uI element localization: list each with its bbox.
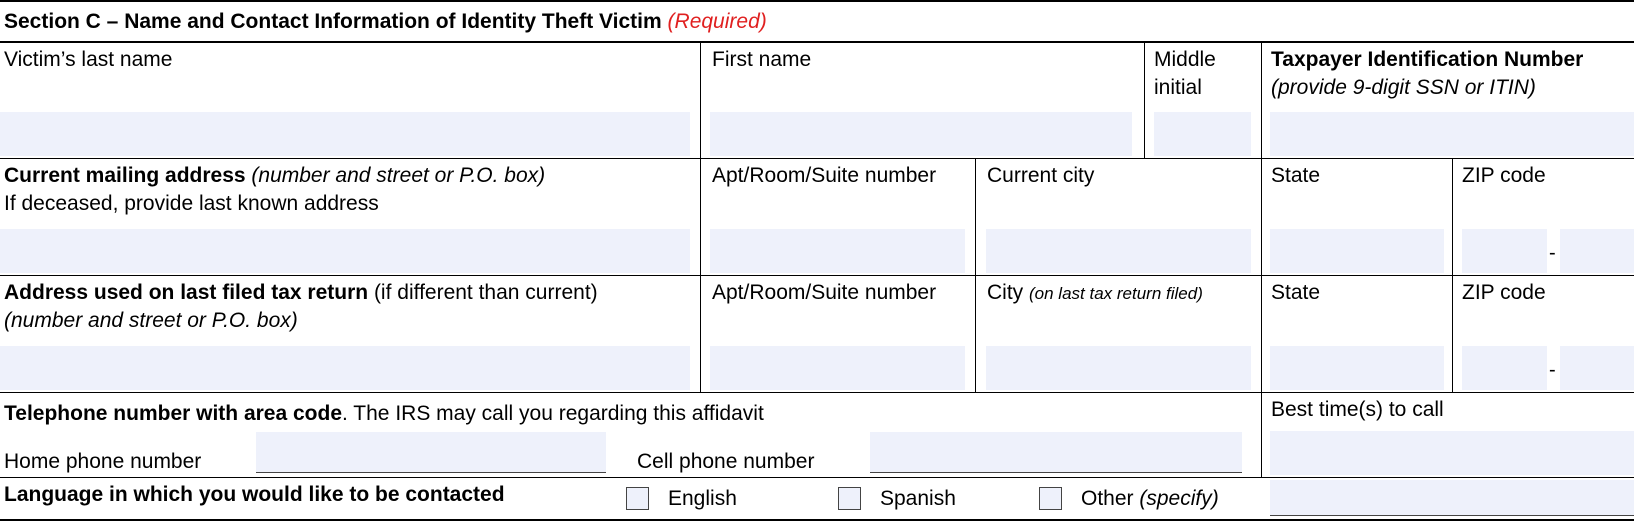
row3-rule — [0, 392, 1634, 393]
middle-initial-field[interactable] — [1154, 112, 1251, 156]
telephone-rest: . The IRS may call you regarding this affidavit — [342, 402, 764, 425]
label-middle-2: initial — [1154, 76, 1202, 99]
label-apt-current: Apt/Room/Suite number — [712, 164, 937, 187]
current-state-field[interactable] — [1270, 229, 1444, 273]
divider-v5 — [1452, 158, 1453, 392]
label-zip-last-filed: ZIP code — [1462, 281, 1546, 304]
city-last-filed-note: (on last tax return filed) — [1029, 284, 1203, 303]
other-specify-note: (specify) — [1139, 487, 1219, 510]
label-tin-note: (provide 9-digit SSN or ITIN) — [1271, 76, 1536, 99]
label-best-time: Best time(s) to call — [1271, 398, 1444, 421]
last-filed-zip4-field[interactable] — [1560, 346, 1634, 390]
last-filed-state-field[interactable] — [1270, 346, 1444, 390]
home-phone-field[interactable] — [256, 432, 606, 473]
label-english: English — [668, 487, 737, 510]
label-zip-current: ZIP code — [1462, 164, 1546, 187]
last-filed-apt-field[interactable] — [710, 346, 965, 390]
spanish-checkbox[interactable] — [838, 487, 861, 510]
divider-v4 — [1261, 43, 1262, 477]
label-state-last-filed: State — [1271, 281, 1321, 304]
last-filed-address-paren: (if different than current) — [373, 281, 598, 304]
other-text: Other — [1081, 487, 1134, 510]
label-last-name: Victim’s last name — [4, 48, 173, 71]
divider-v1 — [700, 43, 701, 392]
cell-phone-field[interactable] — [870, 432, 1242, 473]
label-current-address — [4, 162, 545, 189]
last-filed-zip5-field[interactable] — [1462, 346, 1547, 390]
divider-v2 — [1144, 43, 1145, 158]
current-address-bold: Current mailing address — [4, 164, 246, 187]
label-city-last-filed — [987, 279, 1203, 307]
tin-field[interactable] — [1270, 112, 1634, 156]
english-checkbox[interactable] — [626, 487, 649, 510]
top-rule — [0, 0, 1634, 2]
label-apt-last-filed: Apt/Room/Suite number — [712, 281, 937, 304]
label-spanish: Spanish — [880, 487, 956, 510]
current-address-field[interactable] — [0, 229, 690, 273]
divider-v3 — [975, 158, 976, 392]
last-name-field[interactable] — [0, 112, 690, 156]
last-filed-address-field[interactable] — [0, 346, 690, 390]
last-filed-city-field[interactable] — [986, 346, 1251, 390]
row4-rule — [0, 477, 1634, 478]
label-last-filed-note: (number and street or P.O. box) — [4, 309, 298, 332]
label-home-phone: Home phone number — [4, 450, 202, 473]
current-zip5-field[interactable] — [1462, 229, 1547, 273]
other-language-field[interactable] — [1270, 480, 1634, 516]
label-other — [1081, 485, 1219, 512]
bottom-rule — [0, 519, 1634, 521]
label-telephone — [4, 400, 764, 427]
label-language: Language in which you would like to be contacted — [4, 483, 505, 506]
row2-rule — [0, 275, 1634, 276]
label-current-city: Current city — [987, 164, 1095, 187]
other-checkbox[interactable] — [1039, 487, 1062, 510]
current-city-field[interactable] — [986, 229, 1251, 273]
current-apt-field[interactable] — [710, 229, 965, 273]
first-name-field[interactable] — [710, 112, 1132, 156]
zip-dash-last-filed: - — [1549, 359, 1556, 381]
label-middle-1: Middle — [1154, 48, 1216, 71]
current-zip4-field[interactable] — [1560, 229, 1634, 273]
current-address-note: (number and street or P.O. box) — [251, 164, 546, 187]
section-title-text: Section C – Name and Contact Information of Identity Theft Victim — [4, 10, 662, 33]
telephone-bold: Telephone number with area code — [4, 402, 343, 425]
label-first-name: First name — [712, 48, 812, 71]
label-deceased-note: If deceased, provide last known address — [4, 192, 379, 215]
row1-rule — [0, 158, 1634, 159]
last-filed-address-bold: Address used on last filed tax return — [4, 281, 369, 304]
required-label: (Required) — [667, 10, 767, 33]
zip-dash-current: - — [1549, 242, 1556, 264]
city-last-filed-text: City — [987, 281, 1024, 304]
label-cell-phone: Cell phone number — [637, 450, 815, 473]
best-time-field[interactable] — [1270, 431, 1634, 475]
section-title — [4, 8, 767, 35]
label-last-filed-address — [4, 279, 598, 306]
header-rule — [0, 41, 1634, 43]
label-state-current: State — [1271, 164, 1321, 187]
label-tin: Taxpayer Identification Number — [1271, 48, 1584, 71]
